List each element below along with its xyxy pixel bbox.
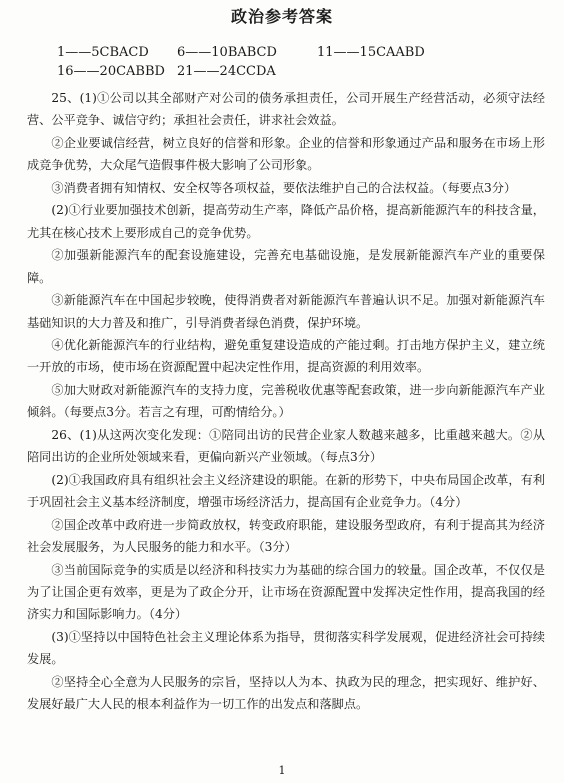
- answer-paragraph: ②坚持全心全意为人民服务的宗旨，坚持以人为本、执政为民的理念，把实现好、维护好、发展好最广大人民的根本利益作为一切工作的出发点和落脚点。: [27, 674, 545, 712]
- answer-paragraph: ③消费者拥有知情权、安全权等各项权益，要依法维护自己的合法权益。（每要点3分）: [51, 180, 517, 195]
- answer-paragraph: (2)①行业要加强技术创新，提高劳动生产率，降低产品价格，提高新能源汽车的科技含量，尤其在核心技术上要形成自己的竞争优势。: [27, 203, 545, 240]
- answer-paragraph: ②加强新能源汽车的配套设施建设，完善充电基础设施，是发展新能源汽车产业的重要保障。: [27, 248, 545, 285]
- multiple-choice-answers: [57, 43, 425, 81]
- answer-paragraph: (2)①我国政府具有组织社会主义经济建设的职能。在新的形势下，中央布局国企改革，有利于巩固社会主义基本经济制度，增强市场经济活力，提高国有企业竞争力。（4分）: [27, 472, 545, 510]
- answer-group: 6——10BABCD: [177, 45, 277, 60]
- answer-paragraph: ⑤加大财政对新能源汽车的支持力度，完善税收优惠等配套政策，进一步向新能源汽车产业倾斜。（每要点3分。若言之有理，可酌情给分。）: [27, 382, 545, 420]
- answer-group: 1——5CBACD: [57, 45, 149, 60]
- page-number: 1: [278, 764, 286, 777]
- answer-paragraph: ②国企改革中政府进一步简政放权，转变政府职能，建设服务型政府，有利于提高其为经济社会发展服务，为人民服务的能力和水平。（3分）: [27, 517, 545, 555]
- answer-group: 16——20CABBD: [57, 64, 165, 79]
- answer-paragraph: ④优化新能源汽车的行业结构，避免重复建设造成的产能过剩。打击地方保护主义，建立统一开放的市场，使市场在资源配置中起决定性作用，提高资源的利用效率。: [27, 337, 545, 375]
- answer-row: [57, 43, 425, 62]
- answer-body: [27, 87, 545, 716]
- answer-paragraph: 25、(1)①公司以其全部财产对公司的债务承担责任，公司开展生产经营活动，必须守法经营、公平竞争、诚信守约；承担社会责任，讲求社会效益。: [27, 91, 545, 128]
- answer-paragraph: ②企业要诚信经营，树立良好的信誉和形象。企业的信誉和形象通过产品和服务在市场上形成竞争优势，大众尾气造假事件极大影响了公司形象。: [27, 135, 545, 173]
- answer-group: 11——15CAABD: [317, 45, 425, 60]
- page-title: 政治参考答案: [230, 7, 333, 26]
- answer-group: 21——24CCDA: [177, 64, 276, 79]
- answer-paragraph: ③当前国际竞争的实质是以经济和科技实力为基础的综合国力的较量。国企改革，不仅仅是为了让国企更有效率，更是为了政企分开，让市场在资源配置中发挥决定性作用，提高我国的经济实力和国际影响力。（4分）: [27, 562, 545, 622]
- answer-paragraph: (3)①坚持以中国特色社会主义理论体系为指导，贯彻落实科学发展观，促进经济社会可持续发展。: [27, 629, 545, 667]
- answer-row: [57, 62, 425, 81]
- answer-paragraph: 26、(1)从这两次变化发现：①陪同出访的民营企业家人数越来越多，比重越来越大。②从陪同出访的企业所处领域来看，更偏向新兴产业领域。（每点3分）: [27, 427, 545, 465]
- answer-paragraph: ③新能源汽车在中国起步较晚，使得消费者对新能源汽车普遍认识不足。加强对新能源汽车基础知识的大力普及和推广，引导消费者绿色消费，保护环境。: [27, 293, 545, 330]
